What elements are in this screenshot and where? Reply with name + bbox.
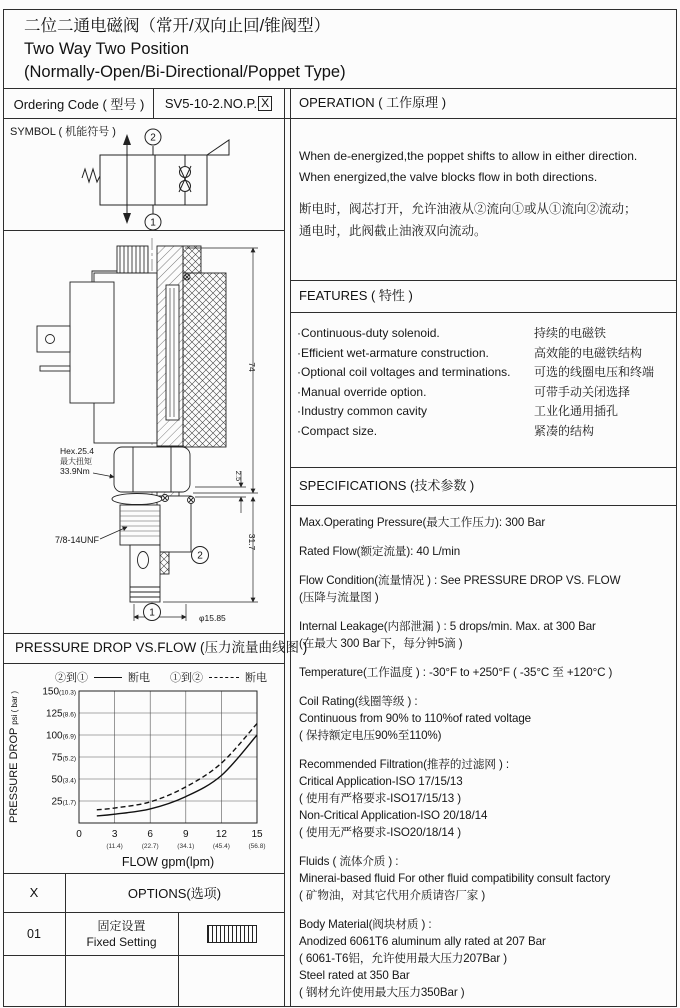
operation-text-zh: 断电时，阀芯打开，允许油液从②流向①或从①流向②流动； 通电时，此阀截止油液双向流动。 (299, 202, 637, 238)
svg-text:FLOW gpm(lpm): FLOW gpm(lpm) (121, 855, 215, 869)
svg-text:100(6.9): 100(6.9) (45, 730, 76, 742)
port-boss (157, 496, 191, 552)
ordering-code-value (154, 88, 283, 118)
option-row-code: 01 (27, 926, 41, 941)
drawing-port-1 (144, 604, 161, 621)
feature-item: ·Optional coil voltages and terminations. 可选的线圈电压和终端 (297, 365, 655, 379)
divider (178, 912, 179, 1006)
svg-text:125(8.6): 125(8.6) (45, 708, 76, 720)
spring-symbol (82, 169, 100, 182)
legend-ports-1: ②到① (55, 672, 88, 684)
svg-text:150(10.3): 150(10.3) (42, 686, 76, 698)
spade-terminal-1 (37, 326, 70, 352)
svg-text:25(1.7): 25(1.7) (51, 796, 76, 808)
cross-hole (138, 552, 149, 569)
svg-text:(34.1): (34.1) (177, 843, 195, 850)
spec-paragraph: Rated Flow(额定流量): 40 L/min (299, 545, 461, 558)
hydraulic-symbol-diagram (3, 118, 284, 230)
flow-chart-plot (3, 663, 284, 873)
spec-paragraph: Fluids ( 流体介质 ) : Minerai-based fluid For other fluid compatibility consult factory ( 矿物油，对其它代用介质请咨厂家 ) (299, 855, 611, 902)
hex-label-line3: 33.9Nm (60, 466, 90, 476)
page-title-en1: Two Way Two Position (24, 40, 190, 58)
svg-text:(56.8): (56.8) (248, 843, 266, 850)
spec-paragraph: Internal Leakage(内部泄漏 ) : 5 drops/min. Max. at 300 Bar (在最大 300 Bar下，每分钟5滴 ) (299, 620, 596, 650)
drawing-port-2 (192, 547, 209, 564)
dim-2-5-label: 2.5 (234, 470, 243, 482)
solenoid-symbol (207, 140, 229, 155)
dim-31-7-label: 31.7 (247, 533, 257, 551)
options-col-x: X (29, 885, 39, 900)
feature-item: ·Manual override option. 可带手动关闭选择 (297, 384, 631, 399)
svg-text:75(5.2): 75(5.2) (51, 752, 76, 764)
svg-text:9: 9 (183, 829, 189, 840)
feature-item: ·Compact size. 紧凑的结构 (297, 423, 595, 438)
divider (290, 88, 291, 1006)
svg-text:0: 0 (76, 829, 82, 840)
svg-text:15: 15 (251, 829, 263, 840)
seal-washer (112, 494, 162, 505)
specifications-section-title: SPECIFICATIONS (技术参数 ) (299, 478, 475, 493)
valve-cross-section-drawing (3, 230, 284, 633)
ordering-code-text: SV5-10-2.NO.P. (164, 95, 258, 111)
coil-core-top (183, 246, 201, 273)
svg-text:50(3.4): 50(3.4) (51, 774, 76, 786)
options-col-header: OPTIONS(选项) (127, 886, 222, 901)
spec-paragraph: Max.Operating Pressure(最大工作压力): 300 Bar (299, 516, 546, 529)
legend-label-1: 断电 (128, 672, 150, 684)
spec-paragraph: Coil Rating(线圈等级 ) : Continuous from 90% to 110%of rated voltage ( 保持额定电压90%至110%) (299, 695, 532, 742)
ordering-code-suffix-box: X (258, 96, 272, 111)
operation-text-en: When de-energized,the poppet shifts to allow in either direction. When energized,the valve blocks flow in both directions. (299, 149, 638, 184)
dim-74-label: 74 (247, 362, 257, 372)
coil-core (183, 273, 226, 447)
svg-text:(22.7): (22.7) (141, 843, 159, 850)
knurled-nut (117, 246, 148, 273)
thread-label: 7/8-14UNF (55, 535, 100, 545)
svg-text:1: 1 (149, 607, 155, 619)
operation-section-title: OPERATION ( 工作原理 ) (299, 95, 447, 110)
page-title-zh: 二位二通电磁阀（常开/双向止回/锥阀型） (24, 17, 331, 35)
ordering-code-label: Ordering Code ( 型号 ) (13, 96, 145, 112)
symbol-port-1 (145, 214, 161, 230)
hex-label-line2: 最大扭矩 (60, 457, 92, 466)
spec-paragraph: Flow Condition(流量情况 ) : See PRESSURE DROP VS. FLOW (压降与流量图 ) (299, 574, 621, 604)
symbol-section-title: SYMBOL ( 机能符号 ) (10, 126, 116, 138)
hex-leader (93, 473, 114, 477)
o-ring (162, 495, 169, 502)
svg-text:12: 12 (215, 829, 227, 840)
spec-paragraph: Body Material(阀块材质 ) : Anodized 6061T6 aluminum ally rated at 207 Bar ( 6061-T6铝，允许使用最大压力207Bar ) Steel rated at 350 Bar ( 钢材允许使用最大压力350Bar ) (299, 918, 546, 999)
feature-item: ·Efficient wet-armature construction. 高效能的电磁铁结构 (297, 345, 643, 360)
fixed-setting-knurl-icon (207, 925, 257, 943)
svg-text:2: 2 (197, 550, 203, 562)
divider (291, 505, 676, 506)
option-row-label: 固定设置 Fixed Setting (86, 918, 157, 949)
svg-text:6: 6 (147, 829, 153, 840)
svg-text:(11.4): (11.4) (106, 843, 123, 850)
svg-text:PRESSURE DROP psi ( bar ): PRESSURE DROP psi ( bar ) (8, 690, 20, 824)
legend-dashed-line (209, 677, 239, 678)
spade-terminal-2 (40, 366, 70, 371)
divider (3, 955, 284, 956)
svg-text:1: 1 (150, 217, 156, 229)
symbol-box-right (155, 155, 207, 205)
feature-item: ·Continuous-duty solenoid. 持续的电磁铁 (297, 326, 607, 340)
legend-solid-line (94, 677, 122, 678)
svg-text:2: 2 (150, 132, 156, 144)
legend-ports-2: ①到② (170, 672, 203, 684)
title-block (24, 15, 346, 84)
specifications-body (299, 514, 673, 1008)
features-list (297, 324, 673, 441)
check-ball-top (180, 167, 191, 178)
divider (291, 312, 676, 313)
pressure-drop-chart (3, 663, 284, 873)
features-section-title: FEATURES ( 特性 ) (299, 288, 413, 303)
svg-text:(45.4): (45.4) (212, 843, 230, 850)
feature-item: ·Industry common cavity 工业化通用插孔 (297, 404, 619, 418)
svg-text:3: 3 (111, 829, 118, 840)
dim-dia-label: φ15.85 (199, 613, 226, 623)
chart-legend (55, 669, 267, 685)
spec-paragraph: Recommended Filtration(推荐的过滤网 ) : Critical Application-ISO 17/15/13 ( 使用有严格要求-ISO17/15/13 ) Non-Critical Application-ISO 20/18/14 ( 使用无严格要求-ISO20/18/14 ) (299, 758, 509, 839)
check-ball-bottom (180, 181, 191, 192)
spec-paragraph: Temperature(工作温度 ) : -30°F to +250°F ( -35°C 至 +120°C ) (299, 666, 613, 679)
hex-nut (114, 447, 190, 492)
hex-label-line1: Hex.25.4 (60, 446, 95, 456)
o-ring (188, 497, 195, 504)
divider (284, 88, 285, 1006)
legend-label-2: 断电 (245, 672, 267, 684)
chart-section-title: PRESSURE DROP VS.FLOW (压力流量曲线图 ) (15, 640, 308, 655)
symbol-port-2 (145, 129, 161, 145)
page-title-en2: (Normally-Open/Bi-Directional/Poppet Type) (24, 63, 346, 81)
o-ring (184, 274, 190, 280)
connector-plug (70, 282, 114, 403)
